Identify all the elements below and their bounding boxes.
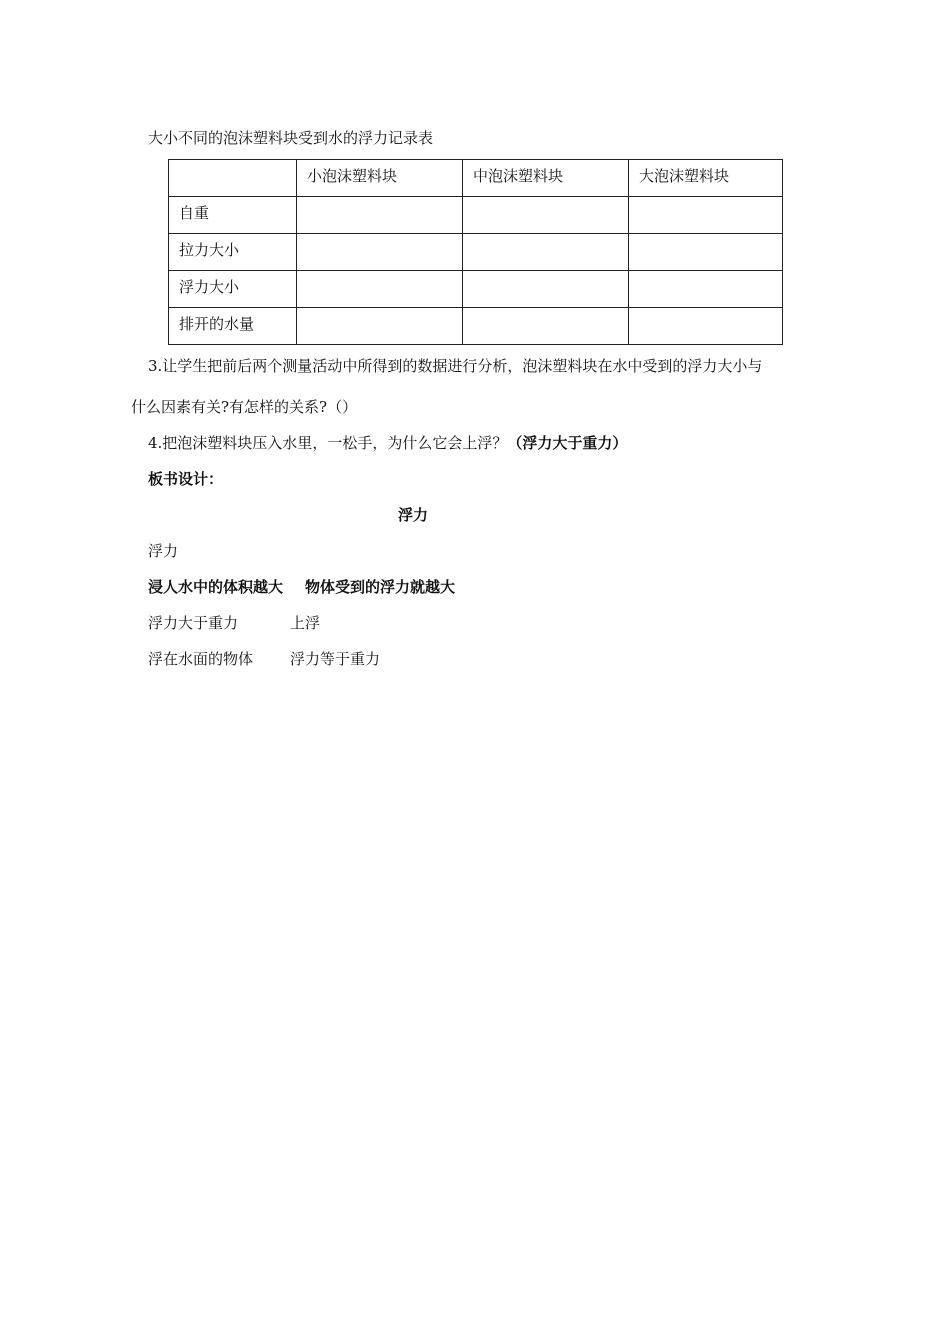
board-line-3-right: 上浮 <box>290 614 321 632</box>
board-line-2-left: 浸人水中的体积越大 <box>148 578 284 596</box>
table-cell <box>629 271 783 308</box>
table-cell <box>629 234 783 271</box>
table-header-large: 大泡沫塑料块 <box>629 160 783 197</box>
table-cell <box>629 308 783 345</box>
row-label-displaced-water: 排开的水量 <box>169 308 297 345</box>
board-line-2-right: 物体受到的浮力就越大 <box>305 578 456 596</box>
table-cell <box>297 271 463 308</box>
board-line-3-left: 浮力大于重力 <box>148 614 239 632</box>
row-label-buoyancy: 浮力大小 <box>169 271 297 308</box>
table-header-corner <box>169 160 297 197</box>
table-row <box>169 234 783 271</box>
table-cell <box>297 308 463 345</box>
table-row <box>169 271 783 308</box>
row-label-pull: 拉力大小 <box>169 234 297 271</box>
board-label: 板书设计： <box>148 470 224 488</box>
table-row <box>169 308 783 345</box>
row-label-weight: 自重 <box>169 197 297 234</box>
board-line-2 <box>148 577 455 597</box>
item4 <box>148 433 627 453</box>
table-cell <box>297 197 463 234</box>
table-cell <box>629 197 783 234</box>
table-cell <box>297 234 463 271</box>
item3-line1: 3.让学生把前后两个测量活动中所得到的数据进行分析，泡沫塑料块在水中受到的浮力大小与 <box>148 357 763 375</box>
table-header-row <box>169 160 783 197</box>
table-cell <box>463 271 629 308</box>
table-cell <box>463 197 629 234</box>
item4-answer: （浮力大于重力） <box>507 434 628 452</box>
table-title: 大小不同的泡沫塑料块受到水的浮力记录表 <box>148 129 434 147</box>
table-row <box>169 197 783 234</box>
board-title: 浮力 <box>398 506 429 524</box>
board-line-1: 浮力 <box>148 542 179 560</box>
item4-text: 4.把泡沫塑料块压入水里，一松手，为什么它会上浮？ <box>148 434 508 452</box>
board-line-4-left: 浮在水面的物体 <box>148 650 254 668</box>
table-cell <box>463 308 629 345</box>
buoyancy-record-table <box>168 159 783 345</box>
table-cell <box>463 234 629 271</box>
board-line-4-right: 浮力等于重力 <box>290 650 381 668</box>
table-header-small: 小泡沫塑料块 <box>297 160 463 197</box>
item3-line2: 什么因素有关?有怎样的关系?（） <box>131 398 358 416</box>
table-header-medium: 中泡沫塑料块 <box>463 160 629 197</box>
